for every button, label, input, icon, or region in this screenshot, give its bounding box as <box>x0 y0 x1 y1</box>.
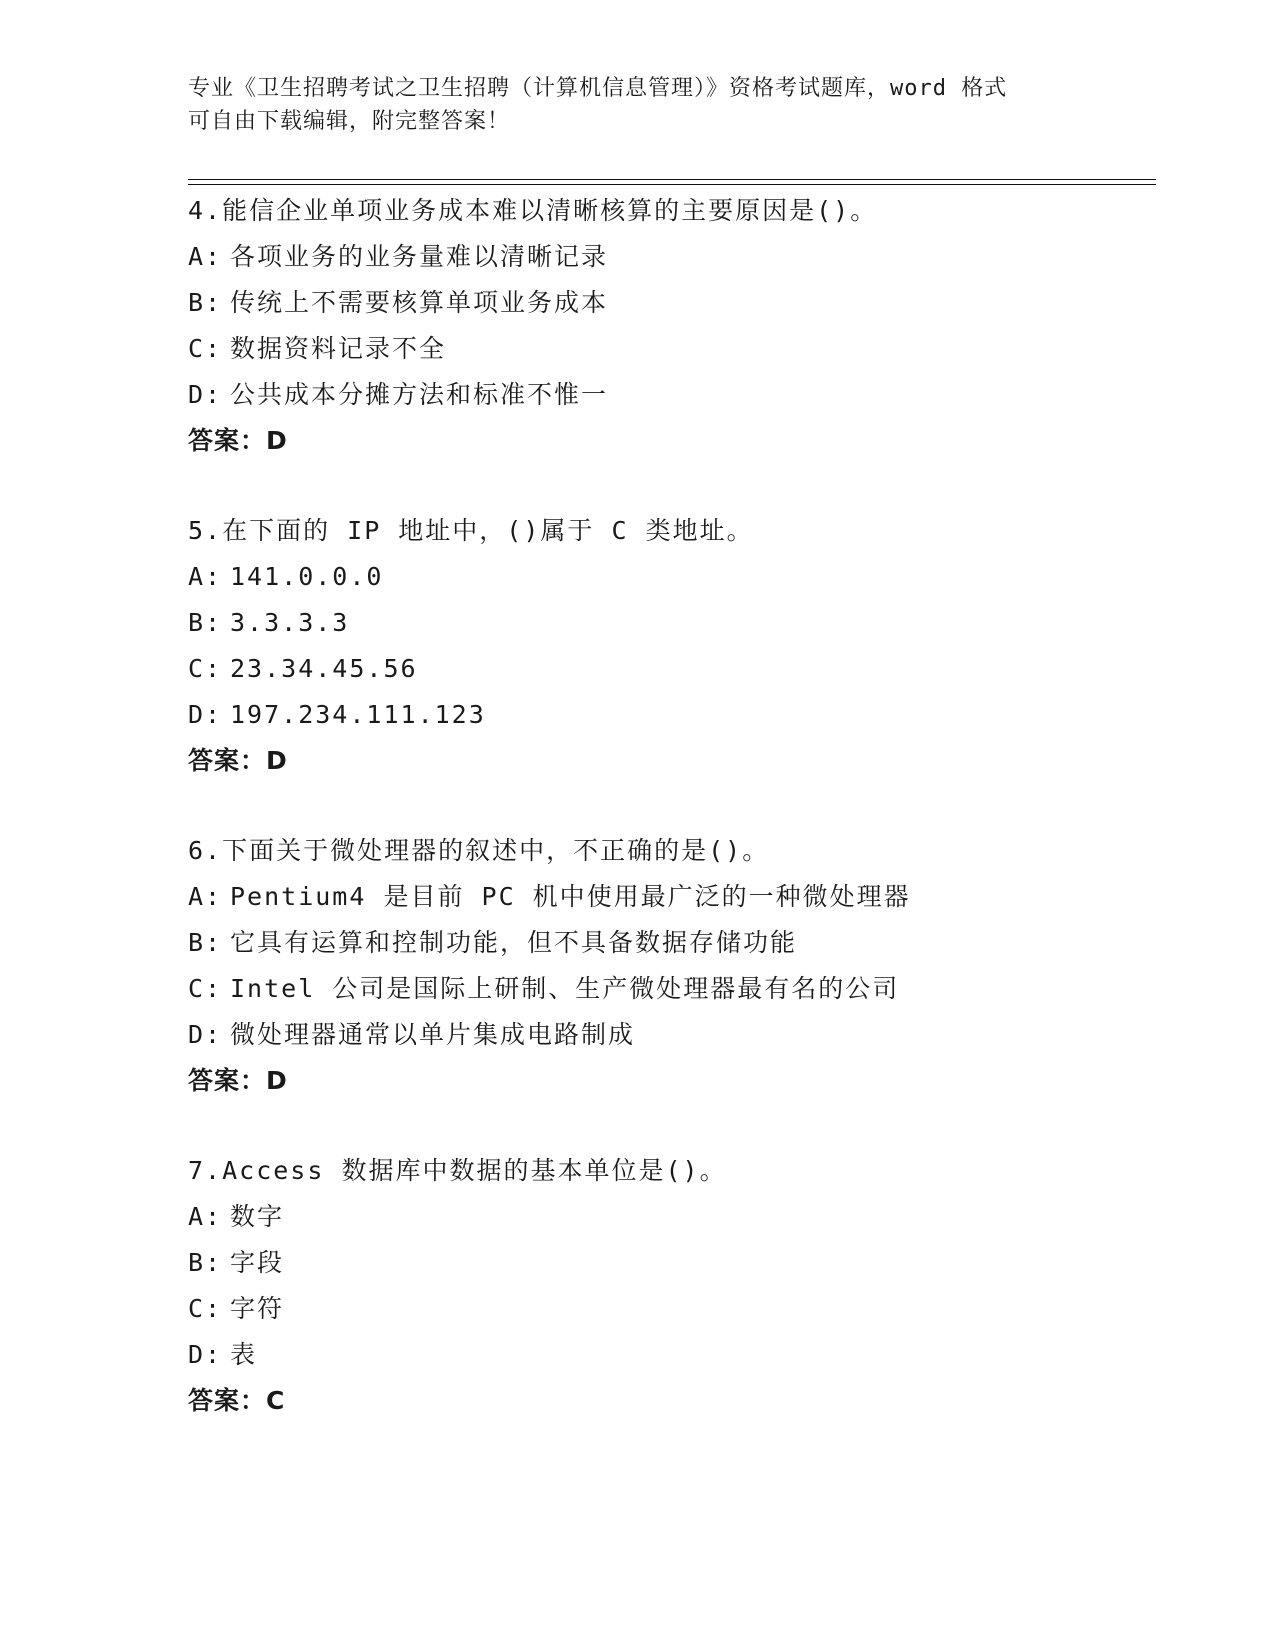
option-d <box>188 692 1148 738</box>
option-text: 传统上不需要核算单项业务成本 <box>230 288 609 317</box>
option-b <box>188 1240 1148 1286</box>
document-header <box>188 72 1088 138</box>
option-text: 字符 <box>230 1294 285 1323</box>
option-text: 它具有运算和控制功能，但不具备数据存储功能 <box>230 928 798 957</box>
option-a <box>188 234 1148 280</box>
answer-line: 答案：D <box>188 746 288 775</box>
option-key: D: <box>188 1020 223 1049</box>
question-stem: 5.在下面的 IP 地址中，()属于 C 类地址。 <box>188 516 754 545</box>
option-b <box>188 280 1148 326</box>
option-d <box>188 1332 1148 1378</box>
option-key: A: <box>188 882 223 911</box>
question-block <box>188 1148 1148 1424</box>
option-key: C: <box>188 654 223 683</box>
header-rule-top <box>188 179 1156 180</box>
option-key: B: <box>188 288 223 317</box>
option-key: C: <box>188 1294 223 1323</box>
option-text: 3.3.3.3 <box>230 608 350 637</box>
option-text: 23.34.45.56 <box>230 654 418 683</box>
option-b <box>188 920 1148 966</box>
header-line-1: 专业《卫生招聘考试之卫生招聘（计算机信息管理）》资格考试题库，word 格式 <box>188 76 1008 101</box>
option-c <box>188 1286 1148 1332</box>
option-a <box>188 1194 1148 1240</box>
option-key: D: <box>188 380 223 409</box>
question-block <box>188 828 1148 1104</box>
option-d <box>188 1012 1148 1058</box>
option-text: 197.234.111.123 <box>230 700 486 729</box>
option-text: 微处理器通常以单片集成电路制成 <box>230 1020 636 1049</box>
option-text: 表 <box>230 1340 258 1369</box>
question-block <box>188 188 1148 464</box>
option-key: A: <box>188 1202 223 1231</box>
option-key: C: <box>188 334 223 363</box>
option-key: C: <box>188 974 223 1003</box>
option-c <box>188 326 1148 372</box>
option-text: 数据资料记录不全 <box>230 334 447 363</box>
option-text: Intel 公司是国际上研制、生产微处理器最有名的公司 <box>230 974 900 1003</box>
question-stem: 6.下面关于微处理器的叙述中，不正确的是()。 <box>188 836 770 865</box>
question-stem: 7.Access 数据库中数据的基本单位是()。 <box>188 1156 727 1185</box>
option-d <box>188 372 1148 418</box>
answer-line: 答案：C <box>188 1386 286 1415</box>
option-key: A: <box>188 242 223 271</box>
option-key: A: <box>188 562 223 591</box>
option-a <box>188 554 1148 600</box>
option-key: B: <box>188 928 223 957</box>
option-c <box>188 646 1148 692</box>
answer-line: 答案：D <box>188 1066 288 1095</box>
option-text: 141.0.0.0 <box>230 562 384 591</box>
header-line-2: 可自由下载编辑，附完整答案！ <box>188 109 511 134</box>
option-c <box>188 966 1148 1012</box>
question-block <box>188 508 1148 784</box>
option-text: 字段 <box>230 1248 285 1277</box>
question-stem: 4.能信企业单项业务成本难以清晰核算的主要原因是()。 <box>188 196 878 225</box>
answer-line: 答案：D <box>188 426 288 455</box>
option-text: 数字 <box>230 1202 285 1231</box>
option-key: D: <box>188 700 223 729</box>
header-rule-bottom <box>188 184 1156 185</box>
option-key: D: <box>188 1340 223 1369</box>
option-key: B: <box>188 1248 223 1277</box>
option-text: 公共成本分摊方法和标准不惟一 <box>230 380 609 409</box>
option-a <box>188 874 1148 920</box>
option-text: Pentium4 是目前 PC 机中使用最广泛的一种微处理器 <box>230 882 911 911</box>
option-text: 各项业务的业务量难以清晰记录 <box>230 242 609 271</box>
option-key: B: <box>188 608 223 637</box>
option-b <box>188 600 1148 646</box>
